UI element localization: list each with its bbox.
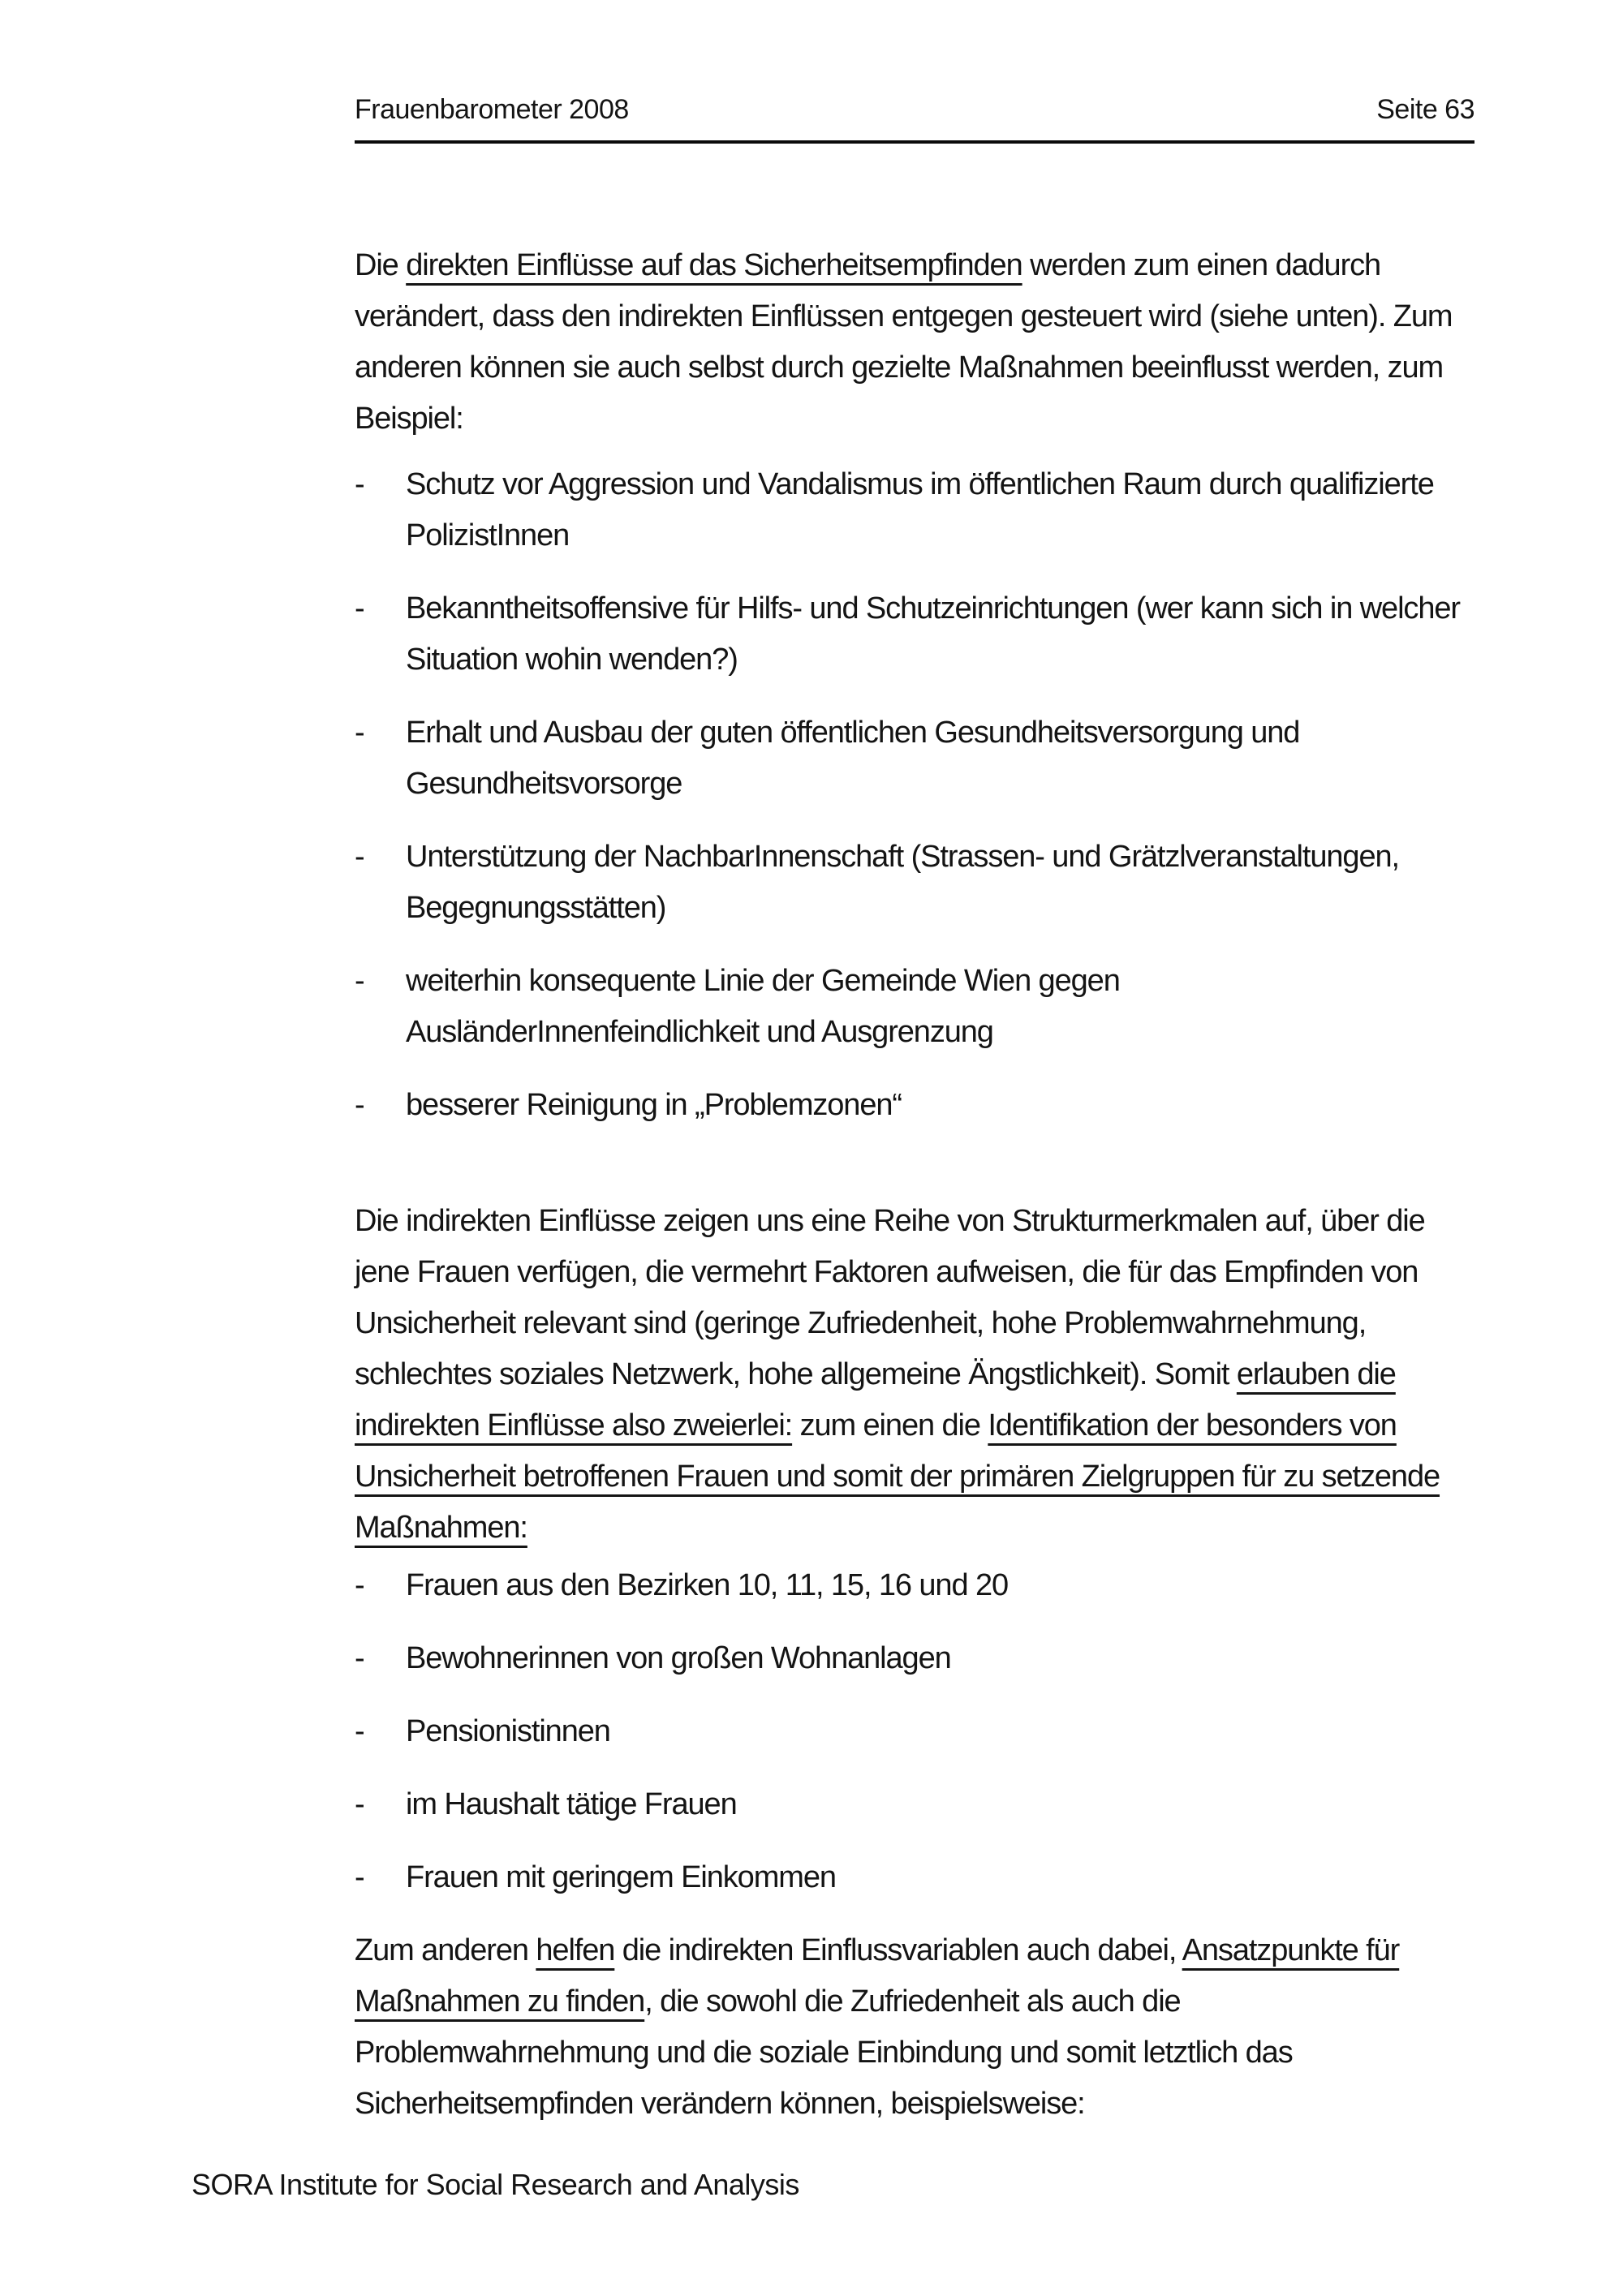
list-item	[355, 1852, 1468, 1903]
list-item	[355, 1706, 1468, 1757]
bullet-dash: -	[355, 591, 364, 626]
bullet-dash: -	[355, 1088, 364, 1122]
bullet-dash: -	[355, 1860, 364, 1894]
target-groups-list	[355, 1560, 1468, 1903]
list-item-text: besserer Reinigung in „Problemzonen“	[406, 1088, 902, 1122]
page-header	[355, 94, 1474, 144]
list-item	[355, 583, 1468, 686]
list-item-text: im Haushalt tätige Frauen	[406, 1787, 737, 1821]
bullet-dash: -	[355, 467, 364, 501]
list-item	[355, 1560, 1468, 1611]
list-item	[355, 707, 1468, 810]
footer-institute-name: SORA Institute for Social Research and Analysis	[192, 2168, 799, 2201]
bullet-dash: -	[355, 840, 364, 874]
paragraph-indirect-influences: Die indirekten Einflüsse zeigen uns eine Reihe von Strukturmerkmalen auf, über die jene Frauen verfügen, die vermehrt Faktoren aufweisen, die für das Empfinden von Unsicherheit relevant sind (geringe Zufriedenheit, hohe Problemwahrnehmung, schlechtes soziales Netzwerk, hohe allgemeine Ängstlichkeit). Somit erlauben die indirekten Einflüsse also zweierlei: zum einen die Identifikation der besonders von Unsicherheit betroffenen Frauen und somit der primären Zielgruppen für zu setzende Maßnahmen:	[355, 1204, 1440, 1545]
list-item-text: Erhalt und Ausbau der guten öffentlichen Gesundheitsversorgung und Gesundheitsvorsorge	[406, 716, 1300, 801]
list-item-text: Pensionistinnen	[406, 1714, 610, 1748]
list-item-text: Bewohnerinnen von großen Wohnanlagen	[406, 1641, 951, 1675]
list-item	[355, 1633, 1468, 1684]
bullet-dash: -	[355, 1641, 364, 1675]
list-item-text: weiterhin konsequente Linie der Gemeinde Wien gegen AusländerInnenfeindlichkeit und Ausgrenzung	[406, 964, 1120, 1049]
page-body	[355, 240, 1468, 2130]
list-item	[355, 1779, 1468, 1830]
paragraph-starting-points: Zum anderen helfen die indirekten Einflussvariablen auch dabei, Ansatzpunkte für Maßnahmen zu finden, die sowohl die Zufriedenheit als auch die Problemwahrnehmung und die soziale Einbindung und somit letztlich das Sicherheitsempfinden verändern können, beispielsweise:	[355, 1933, 1400, 2121]
bullet-dash: -	[355, 1714, 364, 1748]
bullet-dash: -	[355, 964, 364, 998]
list-item	[355, 832, 1468, 934]
list-item	[355, 459, 1468, 561]
bullet-dash: -	[355, 716, 364, 750]
bullet-dash: -	[355, 1568, 364, 1602]
list-item-text: Schutz vor Aggression und Vandalismus im öffentlichen Raum durch qualifizierte PolizistInnen	[406, 467, 1434, 553]
measures-list	[355, 459, 1468, 1131]
bullet-dash: -	[355, 1787, 364, 1821]
list-item-text: Unterstützung der NachbarInnenschaft (Strassen- und Grätzlveranstaltungen, Begegnungsstätten)	[406, 840, 1399, 925]
list-item	[355, 1080, 1468, 1131]
paragraph-direct-influences: Die direkten Einflüsse auf das Sicherheitsempfinden werden zum einen dadurch verändert, dass den indirekten Einflüssen entgegen gesteuert wird (siehe unten). Zum anderen können sie auch selbst durch gezielte Maßnahmen beeinflusst werden, zum Beispiel:	[355, 248, 1453, 436]
header-document-title: Frauenbarometer 2008	[355, 94, 629, 125]
list-item-text: Frauen mit geringem Einkommen	[406, 1860, 836, 1894]
list-item-text: Bekanntheitsoffensive für Hilfs- und Schutzeinrichtungen (wer kann sich in welcher Situation wohin wenden?)	[406, 591, 1460, 677]
list-item-text: Frauen aus den Bezirken 10, 11, 15, 16 und 20	[406, 1568, 1009, 1602]
header-page-number: Seite 63	[1376, 94, 1474, 125]
list-item	[355, 956, 1468, 1058]
